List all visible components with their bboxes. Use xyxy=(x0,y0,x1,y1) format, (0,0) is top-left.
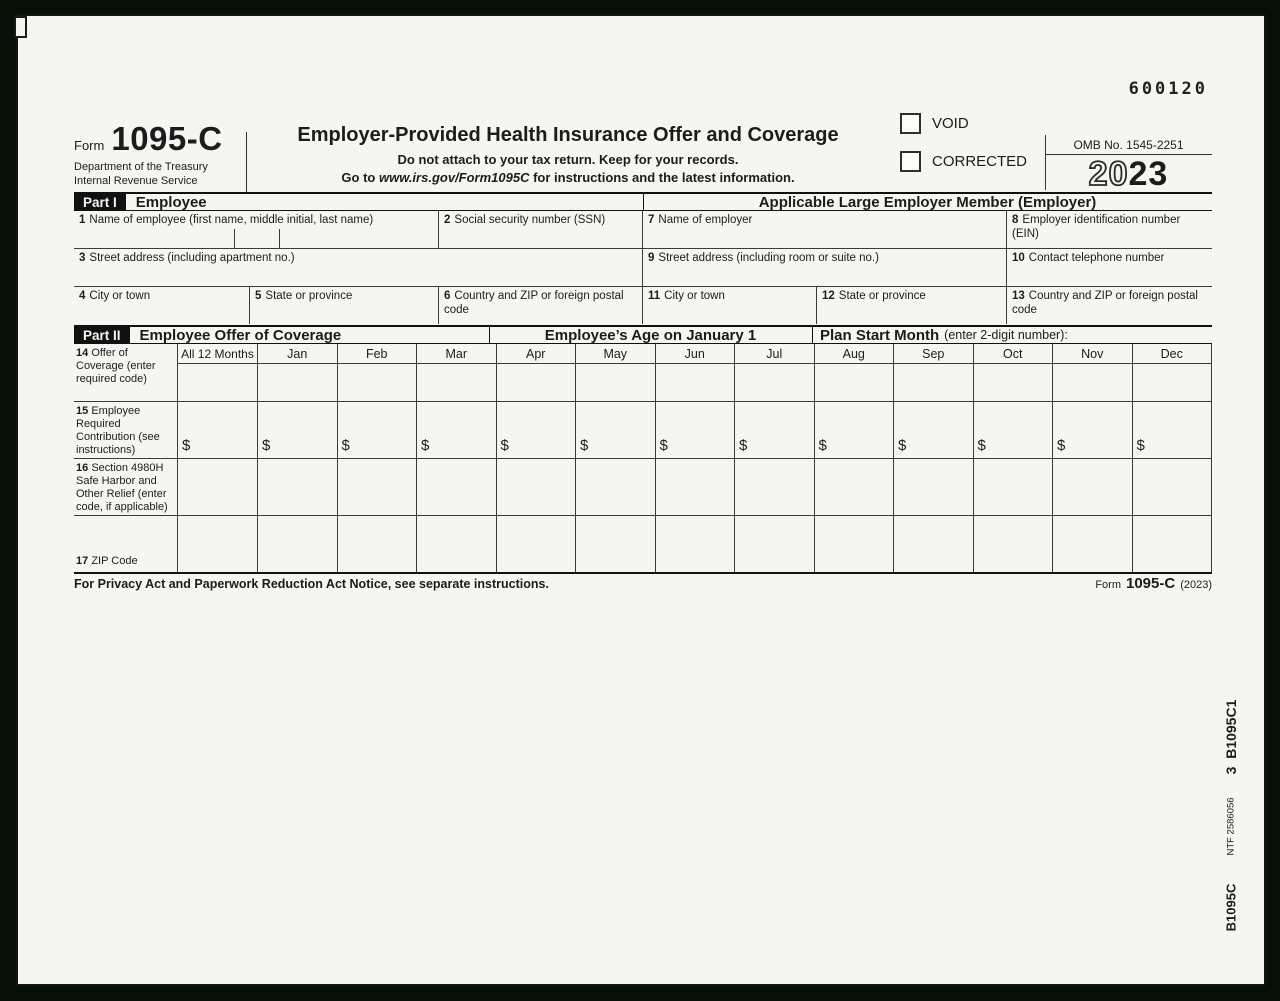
year-outline-digits: 20 xyxy=(1088,155,1129,193)
dollar-sign: $ xyxy=(341,437,350,454)
form-footer xyxy=(74,575,1212,592)
safe-harbor-cell[interactable] xyxy=(814,458,894,515)
print-code-vertical-2: NTF 2586056 xyxy=(1225,797,1237,856)
contribution-cell[interactable] xyxy=(1132,401,1212,458)
safe-harbor-cell[interactable] xyxy=(496,458,576,515)
plan-start-month-rest: (enter 2-digit number): xyxy=(944,328,1068,342)
footer-form-word: Form xyxy=(1095,579,1121,591)
row-17-number: 17 xyxy=(76,555,89,568)
offer-code-cell[interactable] xyxy=(734,363,814,401)
offer-code-cell[interactable] xyxy=(257,363,337,401)
field-9-employer-street[interactable] xyxy=(643,249,1007,286)
field-5-number: 5 xyxy=(255,290,262,302)
print-control-number: 600120 xyxy=(1128,79,1208,99)
print-code-vertical-3: B1095C xyxy=(1223,883,1239,932)
corrected-label: CORRECTED xyxy=(932,153,1028,170)
offer-code-cell[interactable] xyxy=(655,363,735,401)
zip-cell[interactable] xyxy=(655,515,735,572)
part2-age-title: Employee’s Age on January 1 xyxy=(544,326,757,344)
name-separator-tick xyxy=(234,229,235,248)
corrected-row xyxy=(900,151,1027,172)
coverage-table xyxy=(74,344,1212,574)
field-10-number: 10 xyxy=(1012,252,1025,264)
form-title: Employer-Provided Health Insurance Offer and Coverage xyxy=(297,124,839,146)
form-number: 1095-C xyxy=(111,120,223,157)
form-page xyxy=(16,14,1266,986)
field-10-phone[interactable] xyxy=(1007,249,1212,286)
dollar-sign: $ xyxy=(182,437,191,454)
offer-code-cell[interactable] xyxy=(177,363,257,401)
safe-harbor-cell[interactable] xyxy=(257,458,337,515)
field-12-label: State or province xyxy=(838,290,926,302)
dollar-sign: $ xyxy=(739,437,748,454)
contribution-cell[interactable] xyxy=(337,401,417,458)
field-11-label: City or town xyxy=(664,290,725,302)
contribution-cell[interactable] xyxy=(814,401,894,458)
contribution-cell[interactable] xyxy=(893,401,973,458)
field-6-label: Country and ZIP or foreign postal code xyxy=(444,290,624,316)
field-7-number: 7 xyxy=(648,214,655,226)
dollar-sign: $ xyxy=(262,437,271,454)
field-12-number: 12 xyxy=(822,290,835,302)
offer-code-cell[interactable] xyxy=(973,363,1053,401)
agency-line-2: Internal Revenue Service xyxy=(74,174,198,187)
form-subtitle-1: Do not attach to your tax return. Keep for your records. xyxy=(397,152,739,167)
field-6-number: 6 xyxy=(444,290,451,302)
dollar-sign: $ xyxy=(1136,437,1145,454)
plan-start-month-bold: Plan Start Month xyxy=(820,326,940,344)
field-7-employer-name[interactable] xyxy=(643,211,1007,248)
field-1-number: 1 xyxy=(79,214,86,226)
safe-harbor-cell[interactable] xyxy=(655,458,735,515)
corrected-checkbox[interactable] xyxy=(900,151,921,172)
footer-form-number: 1095-C xyxy=(1126,575,1176,592)
form-title-block xyxy=(252,124,884,185)
dollar-sign: $ xyxy=(659,437,668,454)
dollar-sign: $ xyxy=(1057,437,1066,454)
offer-code-cell[interactable] xyxy=(337,363,417,401)
dollar-sign: $ xyxy=(580,437,589,454)
name-separator-tick xyxy=(279,229,280,248)
column-header: Mar xyxy=(416,344,496,363)
offer-code-cell[interactable] xyxy=(496,363,576,401)
part2-offer-title: Employee Offer of Coverage xyxy=(139,326,342,344)
form-identity-block xyxy=(74,120,244,189)
header-divider xyxy=(246,132,247,192)
offer-code-cell[interactable] xyxy=(814,363,894,401)
row-16-number: 16 xyxy=(76,462,89,474)
row-16-safe-harbor-label xyxy=(74,458,177,515)
contribution-cell[interactable] xyxy=(416,401,496,458)
part2-divider-2 xyxy=(812,327,813,343)
field-11-number: 11 xyxy=(648,290,661,302)
part2-tag: Part II xyxy=(74,327,130,343)
field-1-label: Name of employee (first name, middle initial, last name) xyxy=(89,214,374,226)
part1-fields xyxy=(74,211,1212,324)
field-13-employer-country-zip[interactable] xyxy=(1007,287,1212,324)
row-14-number: 14 xyxy=(76,347,89,359)
zip-cell[interactable] xyxy=(734,515,814,572)
offer-code-cell[interactable] xyxy=(416,363,496,401)
dollar-sign: $ xyxy=(500,437,509,454)
zip-cell[interactable] xyxy=(575,515,655,572)
field-6-country-zip[interactable] xyxy=(439,287,643,324)
part1-header-strip xyxy=(74,192,1212,211)
zip-cell[interactable] xyxy=(496,515,576,572)
part1-employee-title: Employee xyxy=(135,193,207,211)
void-label: VOID xyxy=(932,115,969,132)
offer-code-cell[interactable] xyxy=(575,363,655,401)
field-7-label: Name of employer xyxy=(658,214,753,226)
dollar-sign: $ xyxy=(421,437,430,454)
zip-cell[interactable] xyxy=(1132,515,1212,572)
void-row xyxy=(900,113,969,134)
field-12-employer-state[interactable] xyxy=(817,287,1007,324)
column-header: Oct xyxy=(973,344,1053,363)
form-subtitle-2 xyxy=(252,170,884,185)
column-header: Aug xyxy=(814,344,894,363)
safe-harbor-cell[interactable] xyxy=(177,458,257,515)
safe-harbor-cell[interactable] xyxy=(337,458,417,515)
contribution-cell[interactable] xyxy=(177,401,257,458)
part1-tag: Part I xyxy=(74,194,126,210)
zip-cell[interactable] xyxy=(893,515,973,572)
field-9-label: Street address (including room or suite no.) xyxy=(658,252,879,264)
zip-cell[interactable] xyxy=(337,515,417,572)
privacy-notice: For Privacy Act and Paperwork Reduction Act Notice, see separate instructions. xyxy=(74,577,549,591)
contribution-cell[interactable] xyxy=(734,401,814,458)
column-header: Nov xyxy=(1052,344,1132,363)
column-header: May xyxy=(575,344,655,363)
field-11-employer-city[interactable] xyxy=(643,287,817,324)
row-15-number: 15 xyxy=(76,405,89,417)
offer-code-cell[interactable] xyxy=(1132,363,1212,401)
field-8-ein[interactable] xyxy=(1007,211,1212,248)
print-code-vertical-1: 3 B1095C1 xyxy=(1223,699,1239,775)
dollar-sign: $ xyxy=(977,437,986,454)
contribution-cell[interactable] xyxy=(1052,401,1132,458)
field-3-street-address[interactable] xyxy=(74,249,643,286)
safe-harbor-cell[interactable] xyxy=(416,458,496,515)
field-13-number: 13 xyxy=(1012,290,1025,302)
safe-harbor-cell[interactable] xyxy=(734,458,814,515)
footer-form-id xyxy=(1095,575,1212,592)
part2-plan-title xyxy=(820,327,1212,343)
footer-form-year: (2023) xyxy=(1180,579,1212,591)
row-17-text: ZIP Code xyxy=(91,555,138,568)
offer-code-cell[interactable] xyxy=(893,363,973,401)
omb-number: OMB No. 1545-2251 xyxy=(1073,138,1184,152)
row-15-contribution-label xyxy=(74,401,177,458)
field-3-number: 3 xyxy=(79,252,86,264)
contribution-cell[interactable] xyxy=(973,401,1053,458)
field-13-label: Country and ZIP or foreign postal code xyxy=(1012,290,1198,316)
column-header: Dec xyxy=(1132,344,1212,363)
field-2-label: Social security number (SSN) xyxy=(454,214,606,226)
column-header: Jan xyxy=(257,344,337,363)
field-5-state[interactable] xyxy=(250,287,439,324)
zip-cell[interactable] xyxy=(177,515,257,572)
row-16-text: Section 4980H Safe Harbor and Other Relief (enter code, if applicable) xyxy=(76,462,168,513)
safe-harbor-cell[interactable] xyxy=(973,458,1053,515)
subtitle-2-post: for instructions and the latest information. xyxy=(529,170,795,185)
column-header: Jul xyxy=(734,344,814,363)
field-2-number: 2 xyxy=(444,214,451,226)
field-2-ssn[interactable] xyxy=(439,211,643,248)
contribution-cell[interactable] xyxy=(575,401,655,458)
safe-harbor-cell[interactable] xyxy=(1132,458,1212,515)
irs-url: www.irs.gov/Form1095C xyxy=(378,170,530,185)
dollar-sign: $ xyxy=(898,437,907,454)
field-9-number: 9 xyxy=(648,252,655,264)
contribution-cell[interactable] xyxy=(257,401,337,458)
field-1-employee-name[interactable] xyxy=(74,211,439,248)
zip-cell[interactable] xyxy=(814,515,894,572)
part1-employer-title: Applicable Large Employer Member (Employer) xyxy=(758,193,1097,211)
safe-harbor-cell[interactable] xyxy=(575,458,655,515)
part2-header-strip xyxy=(74,325,1212,344)
column-header: Apr xyxy=(496,344,576,363)
row-17-zip-label xyxy=(74,515,177,572)
field-4-number: 4 xyxy=(79,290,86,302)
field-5-label: State or province xyxy=(265,290,353,302)
field-8-number: 8 xyxy=(1012,214,1019,226)
tax-year xyxy=(1045,155,1212,194)
row-14-offer-code-label xyxy=(74,344,177,401)
agency-line-1: Department of the Treasury xyxy=(74,161,208,173)
column-header: Sep xyxy=(893,344,973,363)
registration-mark xyxy=(14,16,27,38)
year-solid-digits: 23 xyxy=(1128,155,1169,193)
field-10-label: Contact telephone number xyxy=(1028,252,1165,264)
field-3-label: Street address (including apartment no.) xyxy=(89,252,295,264)
zip-cell[interactable] xyxy=(257,515,337,572)
column-header: Jun xyxy=(655,344,735,363)
safe-harbor-cell[interactable] xyxy=(893,458,973,515)
row-15-text: Employee Required Contribution (see instructions) xyxy=(76,405,160,456)
field-8-label: Employer identification number (EIN) xyxy=(1012,214,1181,240)
subtitle-2-pre: Go to xyxy=(341,170,379,185)
safe-harbor-cell[interactable] xyxy=(1052,458,1132,515)
zip-cell[interactable] xyxy=(416,515,496,572)
contribution-cell[interactable] xyxy=(655,401,735,458)
void-checkbox[interactable] xyxy=(900,113,921,134)
offer-code-cell[interactable] xyxy=(1052,363,1132,401)
dollar-sign: $ xyxy=(818,437,827,454)
column-header: Feb xyxy=(337,344,417,363)
zip-cell[interactable] xyxy=(973,515,1053,572)
form-word: Form xyxy=(74,138,105,153)
zip-cell[interactable] xyxy=(1052,515,1132,572)
contribution-cell[interactable] xyxy=(496,401,576,458)
field-4-label: City or town xyxy=(89,290,151,302)
field-4-city[interactable] xyxy=(74,287,250,324)
row-14-text: Offer of Coverage (enter required code) xyxy=(76,347,156,385)
column-header: All 12 Months xyxy=(177,344,257,363)
